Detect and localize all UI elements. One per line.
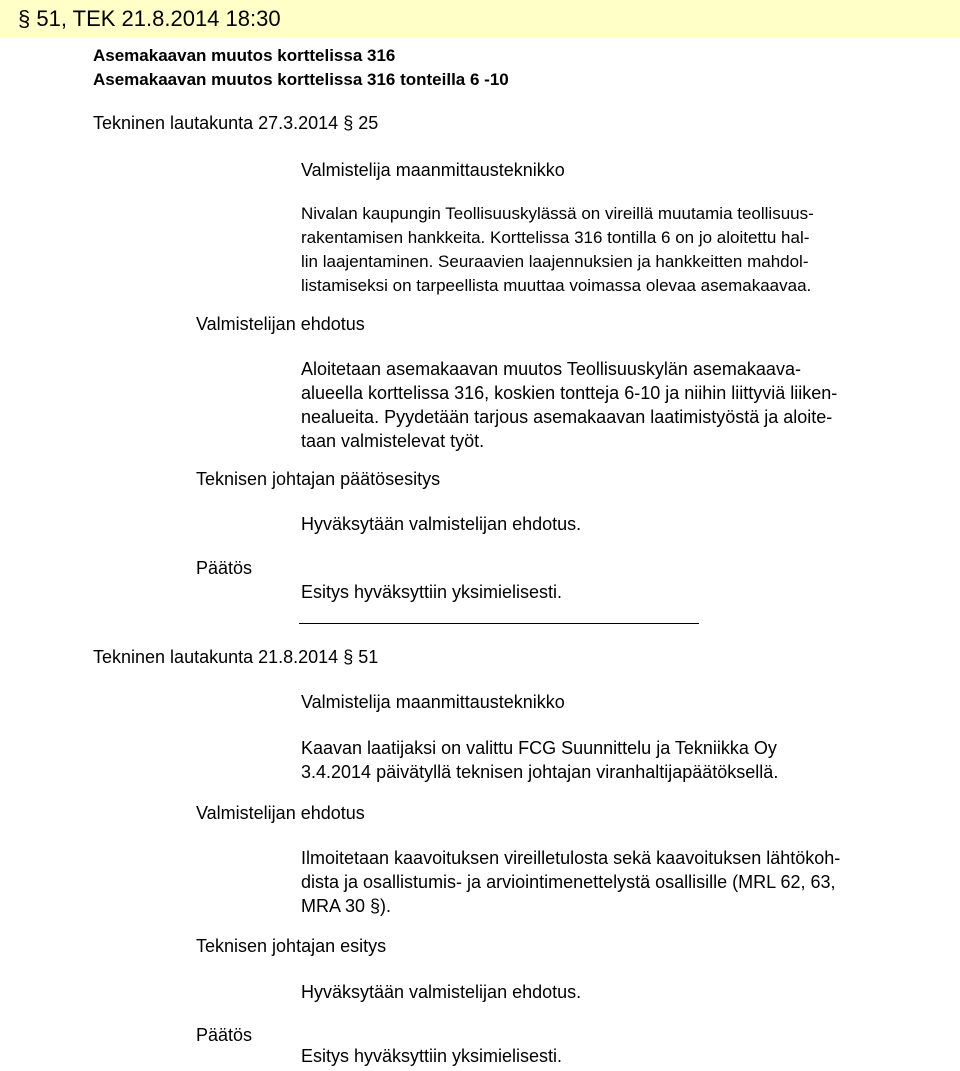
decision-label-1: Päätös	[196, 558, 253, 578]
proposal-label-1: Valmistelijan ehdotus	[196, 314, 365, 334]
proposal-2-line: MRA 30 §).	[301, 896, 392, 916]
preparer-1: Valmistelija maanmittausteknikko	[301, 160, 565, 180]
separator-line	[299, 623, 699, 624]
director-text-1: Hyväksytään valmistelijan ehdotus.	[301, 514, 582, 534]
description-2-line: Kaavan laatijaksi on valittu FCG Suunnittelu ja Tekniikka Oy	[301, 738, 777, 758]
decision-text-2: Esitys hyväksyttiin yksimielisesti.	[301, 1046, 563, 1066]
description-1-line: Nivalan kaupungin Teollisuuskylässä on vireillä muutamia teollisuus-	[301, 204, 814, 223]
proposal-1-line: taan valmistelevat työt.	[301, 431, 485, 451]
proposal-2	[301, 846, 840, 918]
director-label-1: Teknisen johtajan päätösesitys	[196, 469, 441, 489]
proposal-1	[301, 357, 837, 453]
proposal-1-line: Aloitetaan asemakaavan muutos Teollisuuskylän asemakaava-	[301, 359, 801, 379]
proposal-2-line: dista ja osallistumis- ja arviointimenettelystä osallisille (MRL 62, 63,	[301, 872, 836, 892]
title-line-1: Asemakaavan muutos korttelissa 316	[93, 46, 396, 65]
description-1	[301, 202, 814, 298]
decision-text-1: Esitys hyväksyttiin yksimielisesti.	[301, 582, 563, 602]
description-1-line: lin laajentaminen. Seuraavien laajennuksien ja hankkeitten mahdol-	[301, 252, 809, 271]
decision-label-2: Päätös	[196, 1025, 253, 1045]
proposal-2-line: Ilmoitetaan kaavoituksen vireilletulosta sekä kaavoituksen lähtökoh-	[301, 848, 841, 868]
description-1-line: rakentamisen hankkeita. Korttelissa 316 tontilla 6 on jo aloitettu hal-	[301, 228, 810, 247]
description-2-line: 3.4.2014 päivätyllä teknisen johtajan viranhaltijapäätöksellä.	[301, 762, 779, 782]
description-1-line: listamiseksi on tarpeellista muuttaa voimassa olevaa asemakaavaa.	[301, 276, 812, 295]
preparer-2: Valmistelija maanmittausteknikko	[301, 692, 565, 712]
description-2	[301, 736, 778, 784]
section-header: § 51, TEK 21.8.2014 18:30	[18, 6, 281, 31]
meeting-heading-1: Tekninen lautakunta 27.3.2014 § 25	[93, 113, 379, 133]
meeting-heading-2: Tekninen lautakunta 21.8.2014 § 51	[93, 647, 379, 667]
proposal-label-2: Valmistelijan ehdotus	[196, 803, 365, 823]
director-text-2: Hyväksytään valmistelijan ehdotus.	[301, 982, 582, 1002]
proposal-1-line: nealueita. Pyydetään tarjous asemakaavan laatimistyöstä ja aloite-	[301, 407, 833, 427]
title-line-2: Asemakaavan muutos korttelissa 316 tonteilla 6 -10	[93, 70, 509, 89]
proposal-1-line: alueella korttelissa 316, koskien tontteja 6-10 ja niihin liittyviä liiken-	[301, 383, 838, 403]
director-label-2: Teknisen johtajan esitys	[196, 936, 387, 956]
